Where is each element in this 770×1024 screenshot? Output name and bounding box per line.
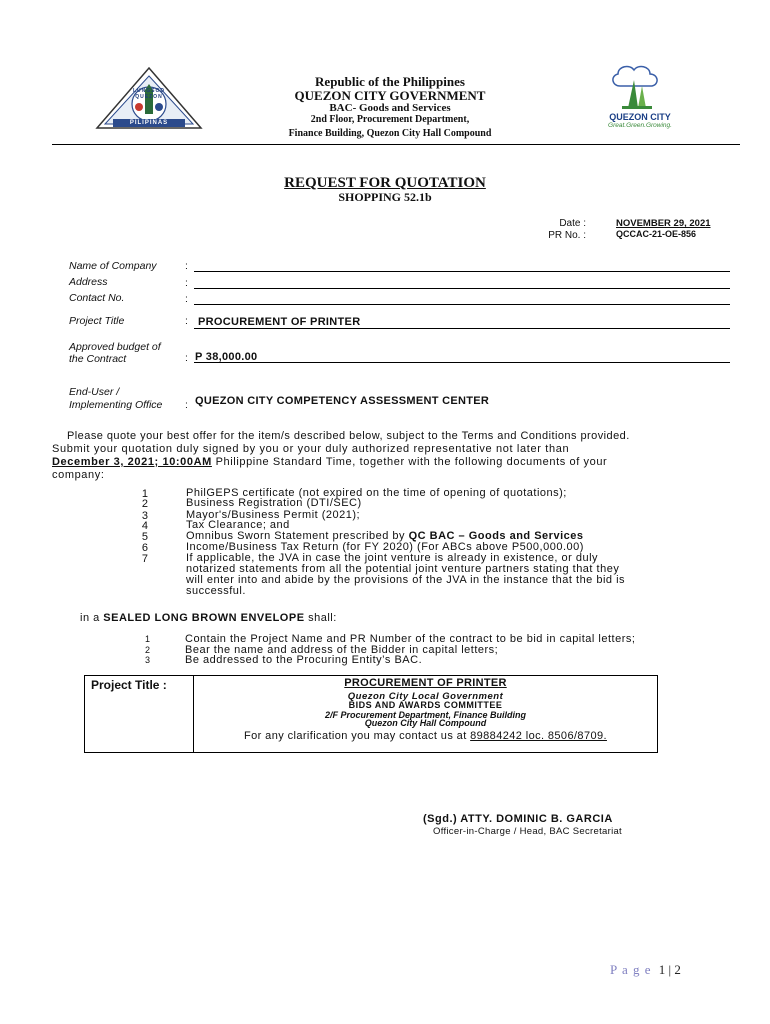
contact-field[interactable] — [194, 304, 730, 305]
budget-underline — [194, 362, 730, 363]
box-line-3: 2/F Procurement Department, Finance Building — [324, 710, 527, 720]
box-line-2: BIDS AND AWARDS COMMITTEE — [348, 700, 503, 710]
date-value: NOVEMBER 29, 2021 — [616, 218, 711, 229]
doc-num: 7 — [141, 553, 148, 565]
project-title-label-box — [84, 675, 194, 753]
pr-label: PR No. : — [548, 230, 586, 241]
box-contact — [194, 730, 657, 742]
envelope-prefix: in a — [80, 612, 104, 624]
doc-item: Tax Clearance; and — [186, 519, 290, 531]
doc-num: 5 — [141, 531, 148, 543]
doc-num: 6 — [141, 542, 148, 554]
enduser-colon: : — [185, 399, 188, 411]
box-line-1: Quezon City Local Government — [347, 691, 504, 702]
intro-line-2: Submit your quotation duly signed by you or your duly authorized representative not later than — [52, 443, 570, 455]
date-label: Date : — [559, 218, 586, 229]
address-field[interactable] — [194, 288, 730, 289]
env-num: 3 — [144, 655, 150, 665]
seal-top-text: LUNGSOD QUEZON — [133, 88, 165, 100]
box-contact-value: 89884242 loc. 8506/8709. — [470, 730, 607, 742]
doc-num: 1 — [141, 488, 148, 500]
enduser-value: QUEZON CITY COMPETENCY ASSESSMENT CENTER — [195, 395, 490, 407]
document-title: REQUEST FOR QUOTATION — [284, 175, 486, 191]
doc-item-bold: QC BAC – Goods and Services — [408, 530, 584, 542]
doc-item: If applicable, the JVA in case the joint venture is already in existence, or duly — [186, 552, 599, 564]
page-footer — [610, 962, 681, 978]
company-field[interactable] — [194, 271, 730, 272]
deadline: December 3, 2021; 10:00AM — [52, 456, 212, 468]
project-value: PROCUREMENT OF PRINTER — [198, 316, 361, 328]
enduser-label-1: End-User / — [69, 386, 120, 398]
envelope-label-box — [193, 675, 658, 753]
envelope-bold: SEALED LONG BROWN ENVELOPE — [103, 612, 305, 624]
env-num: 2 — [144, 645, 150, 655]
page-word: P a g e — [610, 962, 652, 977]
contact-label: Contact No. — [69, 292, 125, 304]
header-line-2: QUEZON CITY GOVERNMENT — [294, 88, 486, 103]
doc-item-cont: notarized statements from all the potential joint venture partners stating that they — [186, 563, 620, 575]
doc-item-text: Omnibus Sworn Statement prescribed by — [186, 530, 409, 542]
doc-item-cont: will enter into and abide by the provisions of the JVA in the instance that the bid is — [186, 574, 626, 586]
env-item: Bear the name and address of the Bidder in capital letters; — [185, 644, 499, 656]
logo-tagline: Great.Green.Growing. — [608, 122, 672, 129]
box-project: PROCUREMENT OF PRINTER — [344, 677, 507, 689]
env-item: Contain the Project Name and PR Number of the contract to be bid in capital letters; — [185, 633, 636, 645]
envelope-suffix: shall: — [304, 612, 337, 624]
intro-line-1: Please quote your best offer for the item/s described below, subject to the Terms and Conditions provided. — [67, 430, 630, 442]
header-line-5: Finance Building, Quezon City Hall Compound — [288, 128, 492, 139]
header-divider — [52, 144, 740, 145]
company-colon: : — [185, 260, 188, 272]
budget-label-1: Approved budget of — [69, 341, 161, 353]
project-underline — [194, 328, 730, 329]
enduser-label-2: Implementing Office — [69, 399, 163, 411]
box-line-4: Quezon City Hall Compound — [364, 718, 487, 728]
contact-colon: : — [185, 293, 188, 305]
project-colon: : — [185, 315, 188, 327]
budget-colon: : — [185, 352, 188, 364]
env-num: 1 — [144, 634, 150, 644]
intro-line-3-rest: Philippine Standard Time, together with the following documents of your — [211, 456, 608, 468]
logo-name: QUEZON CITY — [609, 112, 671, 122]
intro-line-3 — [52, 456, 607, 469]
header-line-4: 2nd Floor, Procurement Department, — [310, 114, 470, 125]
box-contact-prefix: For any clarification you may contact us at — [244, 730, 471, 742]
doc-item-cont: successful. — [186, 585, 246, 597]
qc-city-logo — [592, 62, 688, 132]
page-number: 1 | 2 — [658, 962, 681, 977]
seal-bottom-text: PILIPINAS — [129, 120, 169, 126]
address-label: Address — [69, 276, 108, 288]
header-line-1: Republic of the Philippines — [315, 74, 465, 89]
doc-item: PhilGEPS certificate (not expired on the time of opening of quotations); — [186, 487, 567, 499]
envelope-intro — [80, 613, 337, 624]
intro-line-4: company: — [52, 469, 105, 481]
doc-num: 3 — [141, 510, 148, 522]
doc-item: Mayor's/Business Permit (2021); — [186, 509, 361, 521]
signatory-name: (Sgd.) ATTY. DOMINIC B. GARCIA — [423, 813, 613, 825]
address-colon: : — [185, 277, 188, 289]
project-label: Project Title — [69, 315, 125, 327]
document-subtitle: SHOPPING 52.1b — [338, 190, 432, 204]
header-line-3: BAC- Goods and Services — [329, 102, 451, 114]
budget-value: P 38,000.00 — [195, 351, 258, 363]
pr-value: QCCAC-21-OE-856 — [616, 229, 697, 239]
env-item: Be addressed to the Procuring Entity’s BAC. — [185, 654, 423, 666]
budget-label-2: the Contract — [69, 353, 127, 365]
doc-item: Business Registration (DTI/SEC) — [186, 497, 362, 509]
box-label: Project Title : — [91, 678, 167, 692]
doc-num: 4 — [141, 520, 148, 532]
signatory-title: Officer-in-Charge / Head, BAC Secretariat — [433, 826, 623, 837]
doc-item: Income/Business Tax Return (for FY 2020) (For ABCs above P500,000.00) — [186, 541, 584, 553]
qc-seal — [95, 66, 203, 132]
doc-num: 2 — [141, 498, 148, 510]
company-label: Name of Company — [69, 260, 157, 272]
